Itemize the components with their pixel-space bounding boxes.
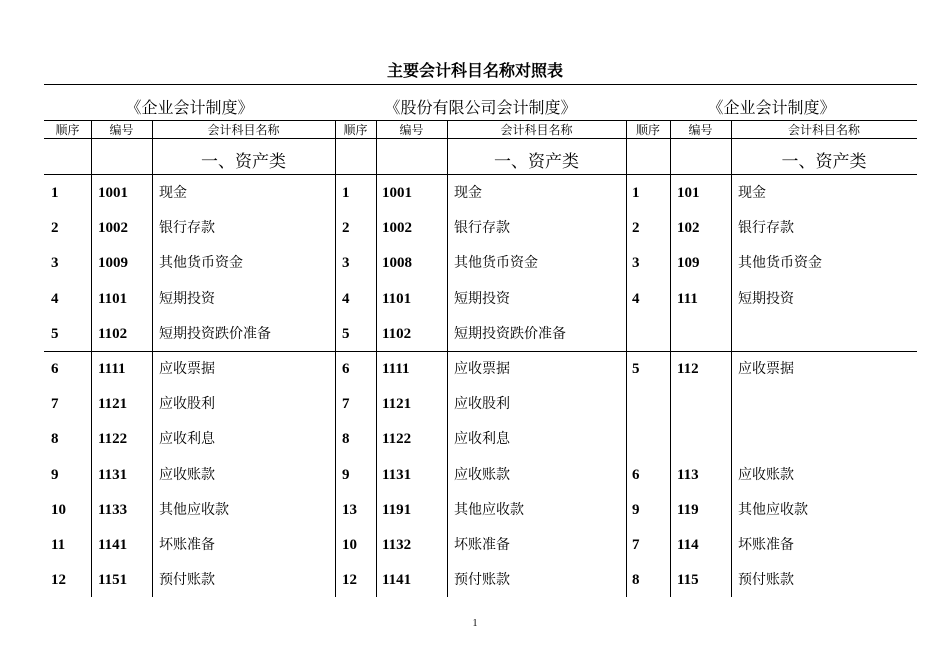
cell-code: 102 <box>677 220 700 236</box>
cell-seq: 8 <box>51 431 59 447</box>
cell-name: 其他应收款 <box>738 502 808 518</box>
cell-code: 1132 <box>382 537 412 553</box>
cell-code: 111 <box>677 291 698 307</box>
cell-code: 1102 <box>382 326 412 342</box>
cell-seq: 10 <box>342 537 357 553</box>
cell-seq: 3 <box>632 255 640 271</box>
column-divider <box>91 121 92 597</box>
cell-name: 银行存款 <box>738 220 794 236</box>
cell-code: 113 <box>677 467 699 483</box>
header-seq-1: 顺序 <box>55 123 80 137</box>
cell-code: 1008 <box>382 255 412 271</box>
cell-seq: 4 <box>51 291 59 307</box>
cell-seq: 1 <box>632 185 640 201</box>
cell-name: 应收利息 <box>159 431 215 447</box>
cell-name: 应收账款 <box>738 467 794 483</box>
header-seq-3: 顺序 <box>635 123 660 137</box>
cell-code: 1122 <box>98 431 128 447</box>
cell-code: 115 <box>677 572 699 588</box>
system-name-3: 《企业会计制度》 <box>707 98 836 117</box>
cell-name: 应收票据 <box>738 361 794 377</box>
page-number: 1 <box>472 618 478 629</box>
cell-seq: 5 <box>51 326 59 342</box>
cell-seq: 1 <box>342 185 350 201</box>
cell-code: 112 <box>677 361 699 377</box>
cell-seq: 6 <box>51 361 59 377</box>
cell-code: 1002 <box>382 220 412 236</box>
header-top-rule <box>44 120 917 121</box>
header-seq-2: 顺序 <box>343 123 368 137</box>
system-name-1: 《企业会计制度》 <box>125 98 254 117</box>
cell-code: 1009 <box>98 255 128 271</box>
cell-name: 应收股利 <box>159 396 215 412</box>
cell-seq: 9 <box>51 467 59 483</box>
cell-code: 119 <box>677 502 699 518</box>
cell-code: 1131 <box>382 467 412 483</box>
header-code-2: 编号 <box>399 123 424 137</box>
cell-name: 银行存款 <box>454 220 510 236</box>
cell-code: 1102 <box>98 326 128 342</box>
document-title: 主要会计科目名称对照表 <box>386 61 563 80</box>
cell-seq: 4 <box>342 291 350 307</box>
group-divider-rule <box>44 351 917 352</box>
system-name-2: 《股份有限公司会计制度》 <box>384 98 577 117</box>
cell-name: 应收票据 <box>454 361 510 377</box>
cell-name: 其他应收款 <box>454 502 524 518</box>
cell-seq: 6 <box>342 361 350 377</box>
header-name-3: 会计科目名称 <box>787 123 860 137</box>
cell-seq: 8 <box>342 431 350 447</box>
cell-name: 短期投资 <box>454 291 510 307</box>
cell-seq: 5 <box>342 326 350 342</box>
cell-name: 坏账准备 <box>738 537 794 553</box>
cell-code: 1122 <box>382 431 412 447</box>
cell-seq: 7 <box>51 396 59 412</box>
cell-seq: 11 <box>51 537 66 553</box>
header-name-1: 会计科目名称 <box>207 123 280 137</box>
cell-name: 应收股利 <box>454 396 510 412</box>
cell-code: 1121 <box>382 396 412 412</box>
cell-seq: 2 <box>632 220 640 236</box>
header-code-1: 编号 <box>109 123 134 137</box>
header-bottom-rule <box>44 138 917 139</box>
cell-seq: 3 <box>342 255 350 271</box>
cell-name: 预付账款 <box>738 572 794 588</box>
cell-name: 坏账准备 <box>159 537 215 553</box>
cell-seq: 1 <box>51 185 59 201</box>
cell-name: 其他货币资金 <box>159 255 243 271</box>
header-name-2: 会计科目名称 <box>500 123 573 137</box>
cell-code: 1151 <box>98 572 128 588</box>
cell-code: 1141 <box>98 537 128 553</box>
cell-seq: 2 <box>51 220 59 236</box>
cell-name: 现金 <box>454 185 482 201</box>
cell-code: 1001 <box>382 185 412 201</box>
cell-code: 1121 <box>98 396 128 412</box>
cell-name: 短期投资跌价准备 <box>454 326 566 342</box>
cell-code: 1111 <box>382 361 410 377</box>
cell-seq: 9 <box>632 502 640 518</box>
category-heading-3: 一、资产类 <box>781 152 867 172</box>
header-code-3: 编号 <box>688 123 713 137</box>
title-rule <box>44 84 917 85</box>
cell-name: 应收票据 <box>159 361 215 377</box>
cell-code: 1141 <box>382 572 412 588</box>
cell-name: 应收账款 <box>454 467 510 483</box>
column-divider <box>626 121 627 597</box>
cell-seq: 12 <box>51 572 66 588</box>
column-divider <box>376 121 377 597</box>
category-heading-1: 一、资产类 <box>201 152 286 172</box>
category-heading-2: 一、资产类 <box>494 152 579 172</box>
cell-name: 预付账款 <box>454 572 510 588</box>
column-divider <box>335 121 336 597</box>
cell-seq: 8 <box>632 572 640 588</box>
cell-name: 坏账准备 <box>454 537 510 553</box>
cell-code: 1133 <box>98 502 128 518</box>
cell-name: 预付账款 <box>159 572 215 588</box>
cell-name: 短期投资跌价准备 <box>159 326 271 342</box>
cell-code: 1131 <box>98 467 128 483</box>
cell-code: 1111 <box>98 361 126 377</box>
column-divider <box>731 121 732 597</box>
cell-code: 109 <box>677 255 700 271</box>
cell-seq: 2 <box>342 220 350 236</box>
cell-name: 应收利息 <box>454 431 510 447</box>
cell-name: 其他货币资金 <box>738 255 822 271</box>
cell-name: 现金 <box>159 185 187 201</box>
cell-code: 1101 <box>98 291 128 307</box>
cell-seq: 6 <box>632 467 640 483</box>
cell-name: 银行存款 <box>159 220 215 236</box>
cell-code: 1191 <box>382 502 412 518</box>
cell-seq: 13 <box>342 502 357 518</box>
cell-name: 短期投资 <box>738 291 794 307</box>
cell-seq: 4 <box>632 291 640 307</box>
cell-code: 114 <box>677 537 699 553</box>
cell-seq: 9 <box>342 467 350 483</box>
cell-name: 其他应收款 <box>159 502 229 518</box>
category-bottom-rule <box>44 174 917 175</box>
cell-code: 1002 <box>98 220 128 236</box>
cell-seq: 3 <box>51 255 59 271</box>
cell-code: 1001 <box>98 185 128 201</box>
cell-name: 其他货币资金 <box>454 255 538 271</box>
cell-seq: 7 <box>632 537 640 553</box>
cell-seq: 7 <box>342 396 350 412</box>
cell-seq: 12 <box>342 572 357 588</box>
cell-name: 现金 <box>738 185 766 201</box>
cell-code: 1101 <box>382 291 412 307</box>
cell-seq: 10 <box>51 502 66 518</box>
column-divider <box>670 121 671 597</box>
cell-seq: 5 <box>632 361 640 377</box>
cell-name: 短期投资 <box>159 291 215 307</box>
cell-name: 应收账款 <box>159 467 215 483</box>
cell-code: 101 <box>677 185 700 201</box>
column-divider <box>447 121 448 597</box>
column-divider <box>152 121 153 597</box>
